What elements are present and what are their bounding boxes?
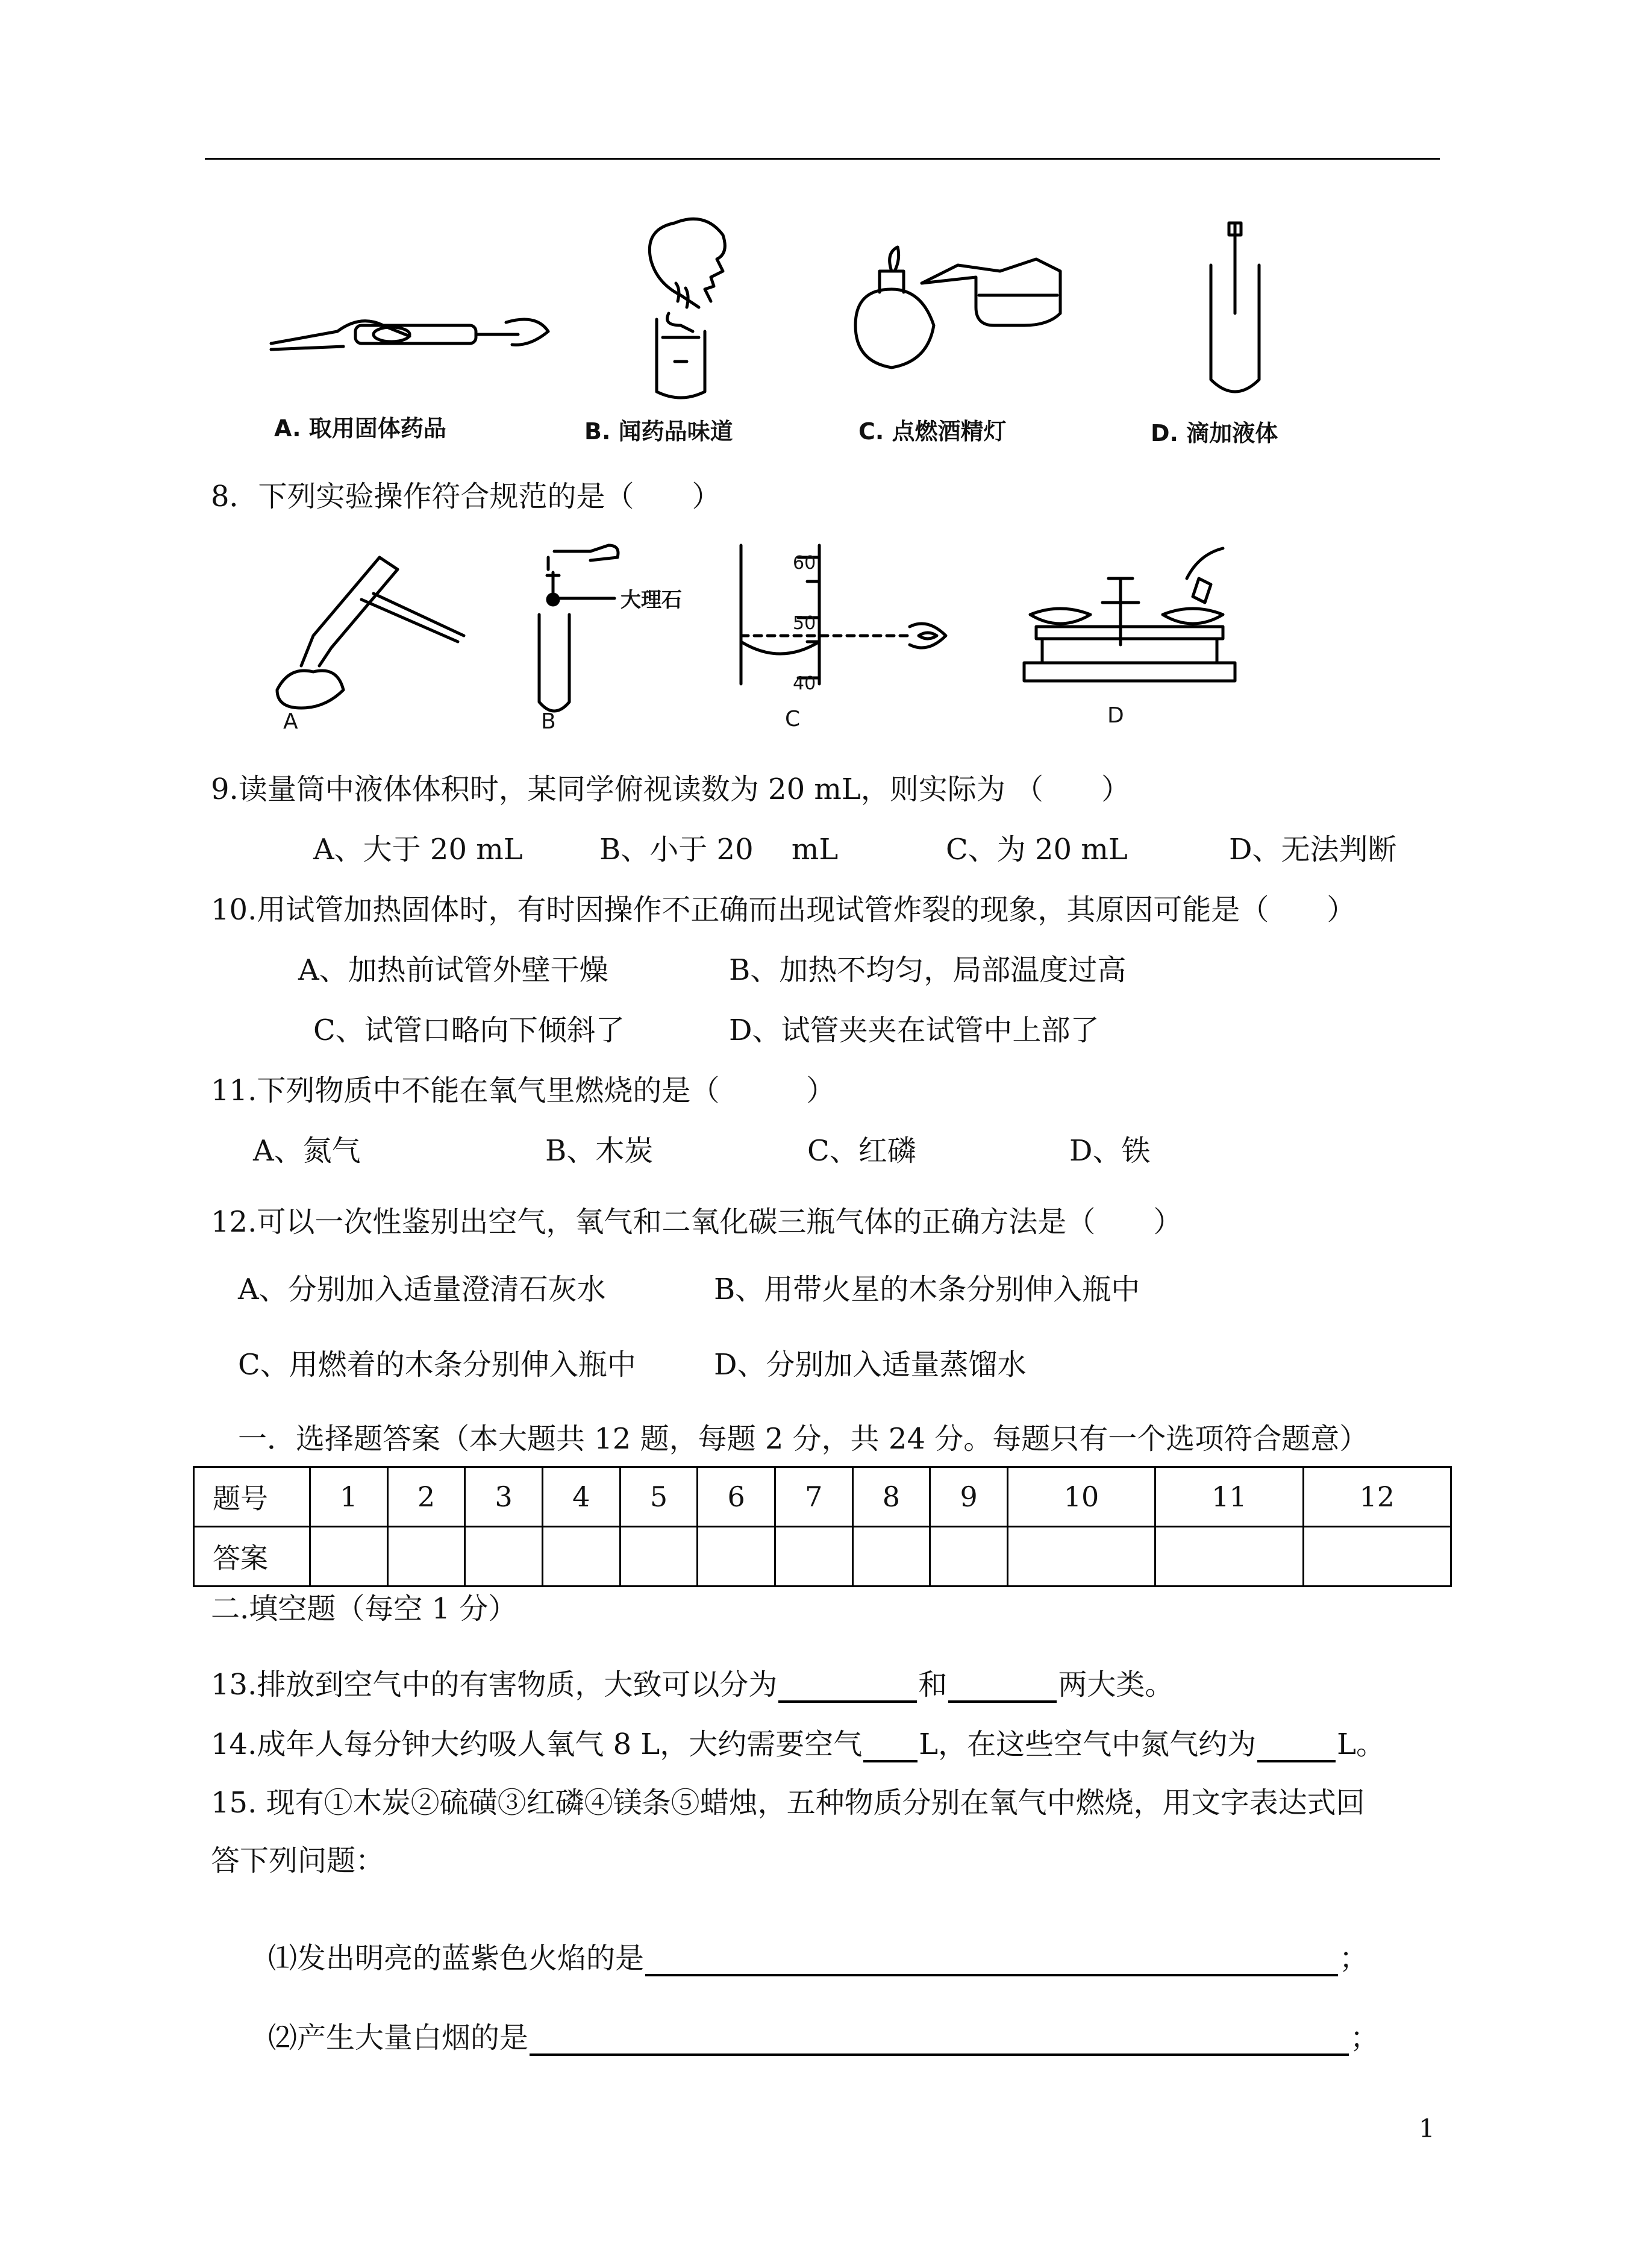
fig1-caption-a: A. 取用固体药品 [274, 415, 446, 442]
q14-blank-1[interactable] [863, 1731, 918, 1762]
table-cell: 8 [852, 1467, 930, 1527]
q13-text-1: 13.排放到空气中的有害物质，大致可以分为 [211, 1668, 778, 1702]
q15-sub2-end: ； [1350, 2021, 1380, 2055]
q12-stem: 12.可以一次性鉴别出空气，氧气和二氧化碳三瓶气体的正确方法是（ ） [211, 1205, 1183, 1239]
q10-option-c: C、试管口略向下倾斜了 [313, 1013, 625, 1047]
table-cell: 3 [465, 1467, 543, 1527]
answer-cell[interactable] [698, 1527, 775, 1587]
answer-cell[interactable] [775, 1527, 852, 1587]
fig1-caption-b: B. 闻药品味道 [584, 418, 733, 445]
q13-text-2: 和 [918, 1668, 948, 1702]
table-cell: 7 [775, 1467, 852, 1527]
answer-cell[interactable] [930, 1527, 1008, 1587]
section1-title: 一．选择题答案（本大题共 12 题，每题 2 分，共 24 分。每题只有一个选项符合题意） [238, 1422, 1369, 1456]
q15-sub2-text: ⑵产生大量白烟的是 [268, 2021, 529, 2055]
fig2-d-balance [1018, 542, 1247, 711]
answer-cell[interactable] [310, 1527, 388, 1587]
fig1-d-drop-liquid [1199, 217, 1271, 398]
row-label-answer: 答案 [194, 1527, 310, 1587]
q15-sub2-blank[interactable] [530, 2025, 1349, 2056]
fig2-b-marble-tube [530, 539, 711, 720]
fig2-label-d: D [1107, 703, 1124, 728]
answer-cell[interactable] [620, 1527, 698, 1587]
q11-option-d: D、铁 [1069, 1134, 1151, 1168]
table-cell: 2 [387, 1467, 465, 1527]
q15-sub-1 [268, 1940, 1368, 1976]
fig1-c-light-lamp [843, 235, 1084, 386]
fig1-caption-c: C. 点燃酒精灯 [858, 418, 1007, 445]
q10-option-d: D、试管夹夹在试管中上部了 [729, 1013, 1099, 1047]
q15-sub1-blank[interactable] [645, 1945, 1338, 1976]
fig1-a-solid-reagent [265, 289, 554, 374]
q10-stem: 10.用试管加热固体时，有时因操作不正确而出现试管炸裂的现象，其原因可能是（ ） [211, 893, 1356, 927]
q13-blank-2[interactable] [948, 1671, 1057, 1703]
answer-cell[interactable] [387, 1527, 465, 1587]
answer-cell[interactable] [1155, 1527, 1303, 1587]
q9-option-a: A、大于 20 mL [313, 833, 523, 866]
q9-stem: 9.读量筒中液体体积时，某同学俯视读数为 20 mL，则实际为 （ ） [211, 772, 1131, 806]
table-cell: 11 [1155, 1467, 1303, 1527]
row-label-number: 题号 [194, 1467, 310, 1527]
q9-option-c: C、为 20 mL [946, 833, 1128, 866]
table-cell: 5 [620, 1467, 698, 1527]
answer-cell[interactable] [465, 1527, 543, 1587]
q14-text-2: L，在这些空气中氮气约为 [919, 1728, 1257, 1761]
answer-table [193, 1466, 1452, 1587]
q12-option-d: D、分别加入适量蒸馏水 [714, 1348, 1027, 1382]
q9-option-b: B、小于 20 mL [599, 833, 839, 866]
fig2-label-c: C [785, 707, 801, 731]
table-cell: 9 [930, 1467, 1008, 1527]
q12-option-c: C、用燃着的木条分别伸入瓶中 [238, 1348, 636, 1382]
fig2-a-heat-tube [253, 545, 470, 726]
q12-option-a: A、分别加入适量澄清石灰水 [238, 1273, 606, 1306]
table-row [194, 1527, 1451, 1587]
q10-option-a: A、加热前试管外壁干燥 [298, 953, 608, 987]
q15-sub1-text: ⑴发出明亮的蓝紫色火焰的是 [268, 1941, 645, 1975]
q13 [211, 1667, 1174, 1703]
fig2-tick-50: 50 [793, 613, 816, 634]
q9-option-d: D、无法判断 [1229, 833, 1397, 866]
q15-line-1: 15. 现有①木炭②硫磺③红磷④镁条⑤蜡烛，五种物质分别在氧气中燃烧，用文字表达式回 [211, 1786, 1365, 1820]
q14-text-1: 14.成年人每分钟大约吸人氧气 8 L，大约需要空气 [211, 1728, 863, 1761]
table-row [194, 1467, 1451, 1527]
fig1-b-smell-reagent [621, 211, 771, 404]
q15-line-2: 答下列问题： [211, 1844, 385, 1878]
q12-option-b: B、用带火星的木条分别伸入瓶中 [714, 1273, 1140, 1306]
answer-cell[interactable] [852, 1527, 930, 1587]
answer-cell[interactable] [1303, 1527, 1451, 1587]
answer-cell[interactable] [1007, 1527, 1155, 1587]
fig2-label-b: B [541, 709, 556, 734]
q15-sub-2 [268, 2020, 1379, 2056]
q14-blank-2[interactable] [1257, 1731, 1336, 1762]
page-number: 1 [1419, 2114, 1435, 2143]
q13-text-3: 两大类。 [1058, 1668, 1174, 1702]
fig2-tick-60: 60 [793, 553, 816, 574]
q11-option-a: A、氮气 [253, 1134, 361, 1168]
table-cell: 12 [1303, 1467, 1451, 1527]
table-cell: 4 [542, 1467, 620, 1527]
q8-stem: 8．下列实验操作符合规范的是（ ） [211, 480, 721, 513]
fig2-tick-40: 40 [793, 673, 816, 694]
q15-sub1-end: ； [1339, 1941, 1369, 1975]
answer-cell[interactable] [542, 1527, 620, 1587]
section2-title: 二.填空题（每空 1 分） [211, 1592, 517, 1626]
q13-blank-1[interactable] [778, 1671, 917, 1703]
fig2-label-a: A [283, 709, 298, 734]
q11-stem: 11.下列物质中不能在氧气里燃烧的是（ ） [211, 1074, 836, 1107]
table-cell: 6 [698, 1467, 775, 1527]
q11-option-b: B、木炭 [545, 1134, 654, 1168]
fig2-marble-label: 大理石 [621, 588, 682, 612]
q10-option-b: B、加热不均匀，局部温度过高 [729, 953, 1127, 987]
header-rule [205, 158, 1440, 160]
table-cell: 10 [1007, 1467, 1155, 1527]
fig1-caption-d: D. 滴加液体 [1151, 420, 1278, 446]
q11-option-c: C、红磷 [807, 1134, 916, 1168]
q14 [211, 1726, 1385, 1762]
fig2-c-cylinder-reading [735, 539, 988, 720]
table-cell: 1 [310, 1467, 388, 1527]
q14-text-3: L。 [1337, 1728, 1386, 1761]
